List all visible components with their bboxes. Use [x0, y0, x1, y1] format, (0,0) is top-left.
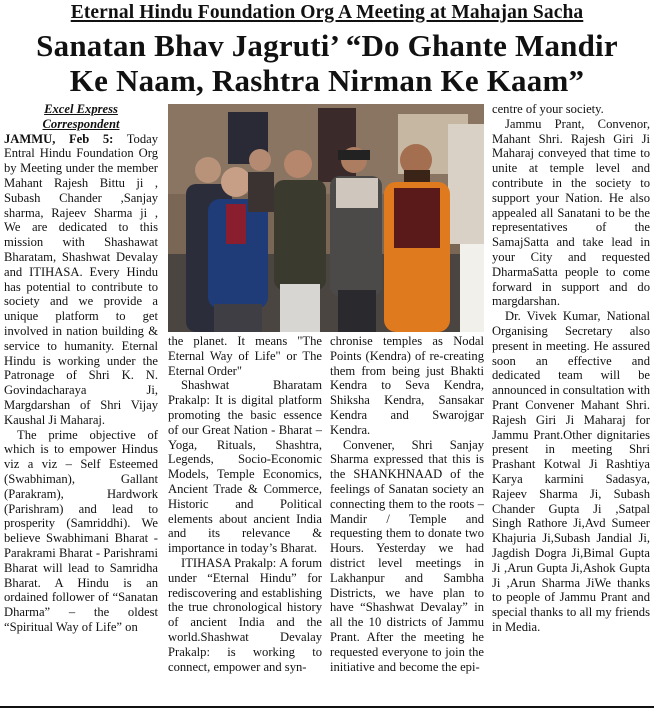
- article-column-1: [4, 102, 158, 712]
- article-paragraph: the planet. It means "The Eternal Way of Life" or The Eternal Order": [168, 334, 322, 378]
- article-paragraph: Convener, Shri Sanjay Sharma expressed that this is the SHANKHNAAD of the feelings of Sanatan society an connecting them to the roots – Mandir / Temple and requesting them to donate two Hours. Yesterday we had district level meetings in Lakhanpur and Sambha Districts, we have plan to have “Shashwat Devalay” in all the 10 districts of Jammu Prant. After the meeting he requested everyone to join the initiative and become the epi-: [330, 437, 484, 674]
- article-paragraph: Jammu Prant, Convenor, Mahant Shri. Rajesh Giri Ji Maharaj conveyed that time to unite at temple level and contribute in the society to support your Nation. He also appealed all Sanatani to be the representatives of the SamajSatta and take lead in your City and requested DharmaSatta people to come forward in support and do margdarshan.: [492, 116, 650, 309]
- page-divider: [0, 706, 654, 708]
- kicker-headline: Eternal Hindu Foundation Org A Meeting at Mahajan Sacha: [70, 2, 584, 23]
- article-paragraph: [4, 132, 158, 428]
- byline-agency: Excel Express: [44, 102, 118, 116]
- paragraph-text: Today Entral Hindu Foundation Org by Meeting under the member Mahant Rajesh Bittu ji , Subash Chander ,Sanjay sharma, Rajeev Sharma ji , We are dedicated to this mission with Shashawat Bharatam, Shashwat Devalay and ITIHASA. Every Hindu has potential to contribute to society and we provide a unique platform to get involved in nation building & service to humanity. Eternal Hindu is working under the Patronage of Shri K. N. Govindacharaya Ji, Margdarshan of Shri Vijay Kaushal Ji Maharaj.: [4, 131, 158, 427]
- group-photo-image: [168, 104, 484, 332]
- article-column-4: [492, 102, 650, 712]
- article-paragraph: ITIHASA Prakalp: A forum under “Eternal Hindu” for rediscovering and establishing the true chronological history of ancient India and the world.Shashwat Devalay Prakalp: is working to connect, empower and syn-: [168, 555, 322, 674]
- headline-line-2: Ke Naam, Rashtra Nirman Ke Kaam”: [69, 63, 585, 98]
- headline: [0, 28, 654, 98]
- dateline: JAMMU, Feb 5:: [4, 131, 114, 146]
- headline-line-1: Sanatan Bhav Jagruti’ “Do Ghante Mandir: [36, 28, 618, 63]
- article-column-2: [168, 334, 322, 712]
- article-paragraph: The prime objective of which is to empower Hindus viz a viz – Self Esteemed (Swabhiman), Gallant (Parakram), Hardwork (Parishram) and lead to prosperity (Samriddhi). We believe Swabhimani Bharat - Parakrami Bharat - Parishrami Bharat will lead to Samridha Bharat. A Hindu is an ordained follower of “Sanatan Dharma” – the oldest “Spiritual Way of Life” on: [4, 427, 158, 634]
- news-photo: [168, 104, 484, 332]
- article-column-3: [330, 334, 484, 712]
- article-paragraph: centre of your society.: [492, 102, 604, 116]
- article-paragraph: Dr. Vivek Kumar, National Organising Secretary also present in meeting. He assured soon an effective and dedicated team will be announced in consultation with Prant Convener Mahant Shri. Rajesh Giri Ji Maharaj for Jammu Prant.Other dignitaries present in meeting Shri Prashant Kotwal Ji Rashtiya Karya karmini Sadasya, Rajeev Sharma Ji, Subash Chander Gupta Ji ,Satpal Singh Rathore Ji,Avd Sumeer Khajuria Ji,Subash Jandial Ji, Jagdish Dogra Ji,Bimal Gupta Ji ,Arun Gupta Ji,Ashok Gupta Ji ,Arun Sharma JiWe thanks to people of Jammu Prant and special thanks to all my friends in Media.: [492, 309, 650, 634]
- byline-role: Correspondent: [42, 116, 120, 131]
- article-paragraph: Shashwat Bharatam Prakalp: It is digital platform promoting the basic essence of our Great Nation - Bharat – Yoga, Rituals, Shashtra, Legends, Socio-Economic Models, Temple Economics, Ancient Trade & Commerce, Historic and Political elements about ancient India and its relevance & importance in today’s Bharat.: [168, 378, 322, 556]
- person-figure: [248, 149, 274, 212]
- next-article-edge: [0, 706, 654, 726]
- article-paragraph: chronise temples as Nodal Points (Kendra) of re-creating them from being just Bhakti Kendra to Seva Kendra, Shiksha Kendra, Sansakar Kendra and Swarojgar Kendra.: [330, 334, 484, 437]
